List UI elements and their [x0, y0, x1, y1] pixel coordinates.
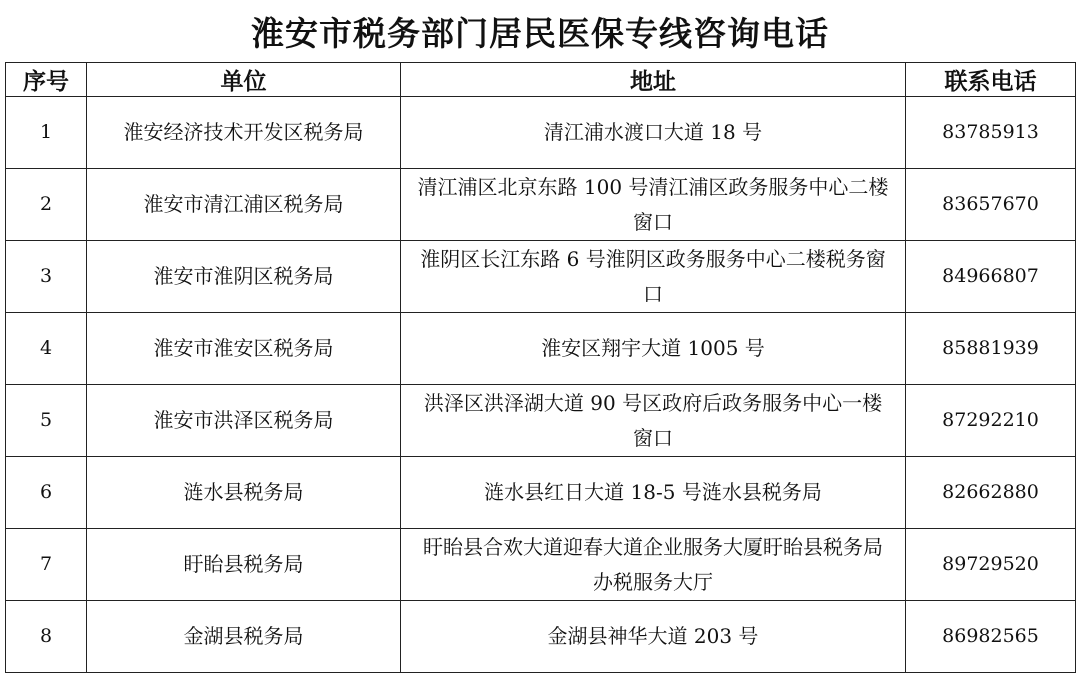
table-row	[6, 385, 1076, 457]
table-row	[6, 313, 1076, 385]
header-phone: 联系电话	[906, 63, 1076, 97]
cell-unit: 淮安市淮阴区税务局	[87, 241, 401, 313]
cell-phone: 87292210	[906, 385, 1076, 457]
cell-unit: 盱眙县税务局	[87, 529, 401, 601]
table-row	[6, 241, 1076, 313]
cell-address: 盱眙县合欢大道迎春大道企业服务大厦盱眙县税务局办税服务大厅	[401, 529, 906, 601]
table-row	[6, 97, 1076, 169]
cell-address: 清江浦水渡口大道 18 号	[401, 97, 906, 169]
cell-phone: 82662880	[906, 457, 1076, 529]
cell-serial: 4	[6, 313, 87, 385]
cell-unit: 淮安市淮安区税务局	[87, 313, 401, 385]
cell-unit: 金湖县税务局	[87, 601, 401, 673]
cell-serial: 2	[6, 169, 87, 241]
table-row	[6, 457, 1076, 529]
header-serial: 序号	[6, 63, 87, 97]
cell-phone: 84966807	[906, 241, 1076, 313]
table-header-row	[6, 63, 1076, 97]
cell-phone: 89729520	[906, 529, 1076, 601]
cell-unit: 淮安市清江浦区税务局	[87, 169, 401, 241]
table-row	[6, 529, 1076, 601]
cell-serial: 5	[6, 385, 87, 457]
cell-serial: 8	[6, 601, 87, 673]
cell-address: 涟水县红日大道 18-5 号涟水县税务局	[401, 457, 906, 529]
cell-phone: 83785913	[906, 97, 1076, 169]
cell-unit: 淮安经济技术开发区税务局	[87, 97, 401, 169]
cell-address: 淮阴区长江东路 6 号淮阴区政务服务中心二楼税务窗口	[401, 241, 906, 313]
cell-unit: 淮安市洪泽区税务局	[87, 385, 401, 457]
cell-serial: 1	[6, 97, 87, 169]
cell-serial: 7	[6, 529, 87, 601]
table-row	[6, 601, 1076, 673]
table-row	[6, 169, 1076, 241]
cell-unit: 涟水县税务局	[87, 457, 401, 529]
cell-address: 洪泽区洪泽湖大道 90 号区政府后政务服务中心一楼窗口	[401, 385, 906, 457]
cell-phone: 85881939	[906, 313, 1076, 385]
contact-table	[5, 62, 1076, 673]
header-address: 地址	[401, 63, 906, 97]
header-unit: 单位	[87, 63, 401, 97]
cell-address: 金湖县神华大道 203 号	[401, 601, 906, 673]
cell-serial: 6	[6, 457, 87, 529]
cell-phone: 83657670	[906, 169, 1076, 241]
cell-address: 清江浦区北京东路 100 号清江浦区政务服务中心二楼窗口	[401, 169, 906, 241]
page-title: 淮安市税务部门居民医保专线咨询电话	[251, 14, 829, 53]
cell-phone: 86982565	[906, 601, 1076, 673]
cell-serial: 3	[6, 241, 87, 313]
cell-address: 淮安区翔宇大道 1005 号	[401, 313, 906, 385]
